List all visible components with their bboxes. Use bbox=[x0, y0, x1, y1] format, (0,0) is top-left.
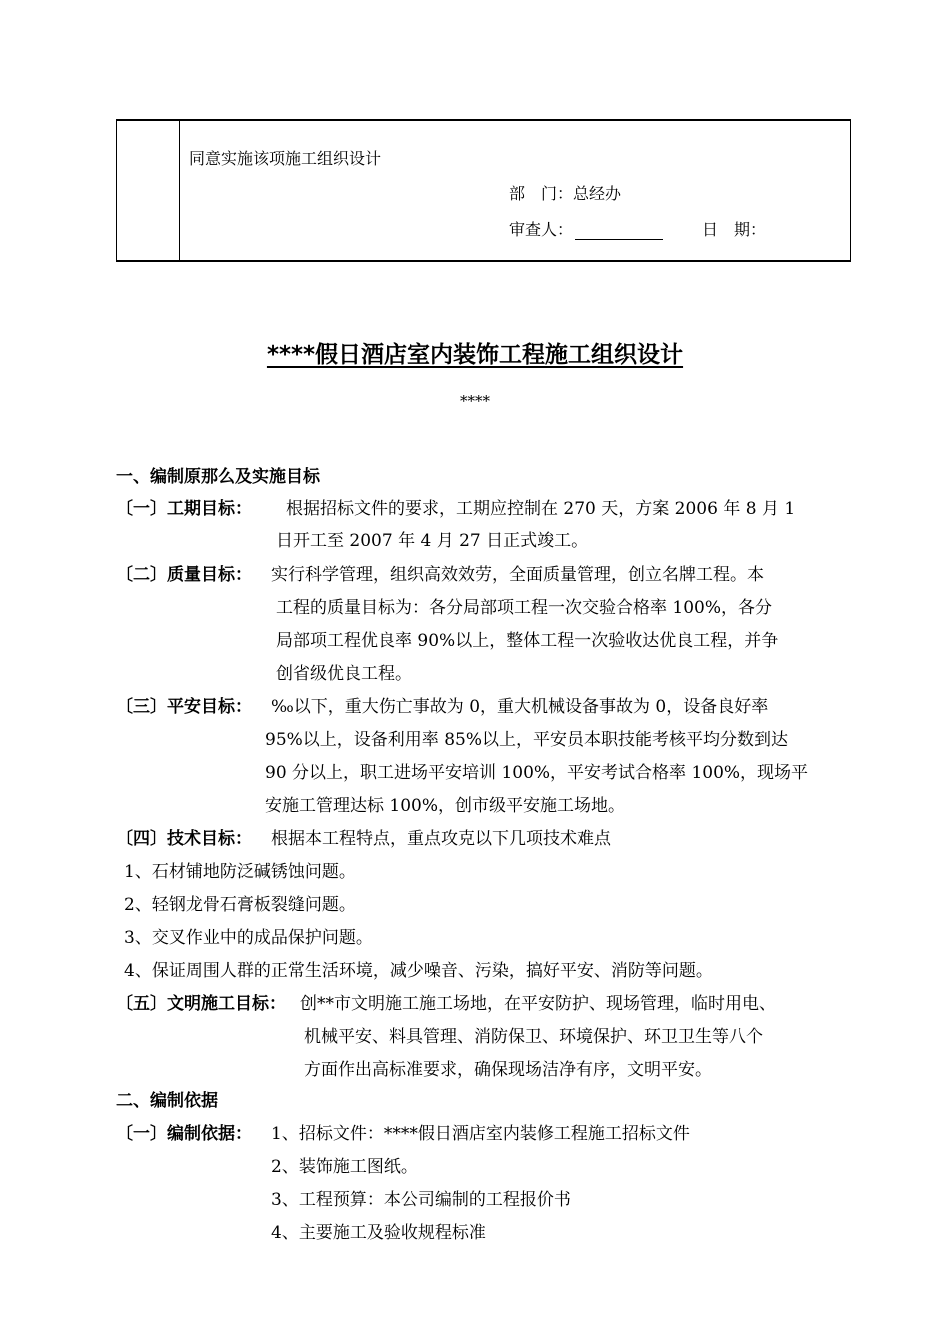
section1-heading: 一、编制原那么及实施目标 bbox=[116, 467, 320, 487]
basis-item: 2、装饰施工图纸。 bbox=[271, 1157, 418, 1177]
goal4-line: 根据本工程特点，重点攻克以下几项技术难点 bbox=[271, 829, 611, 849]
department-label: 部 门： bbox=[509, 184, 574, 203]
reviewer-row bbox=[509, 217, 663, 240]
basis-item: 4、主要施工及验收规程标准 bbox=[271, 1223, 486, 1243]
goal2-line: 局部项工程优良率 90%以上，整体工程一次验收达优良工程，并争 bbox=[276, 631, 779, 651]
goal2-label: 〔二〕质量目标： bbox=[116, 565, 252, 585]
goal4-item: 2、轻钢龙骨石膏板裂缝问题。 bbox=[124, 895, 356, 915]
goal3-label: 〔三〕平安目标： bbox=[116, 697, 252, 717]
goal5-line: 机械平安、料具管理、消防保卫、环境保护、环卫卫生等八个 bbox=[304, 1027, 763, 1047]
section2-heading: 二、编制依据 bbox=[116, 1091, 218, 1111]
goal1-line: 日开工至 2007 年 4 月 27 日正式竣工。 bbox=[276, 531, 589, 551]
goal3-line: 90 分以上，职工进场平安培训 100%，平安考试合格率 100%，现场平 bbox=[265, 763, 809, 783]
basis-item: 1、招标文件：****假日酒店室内装修工程施工招标文件 bbox=[271, 1124, 690, 1144]
table-divider bbox=[179, 121, 180, 260]
goal5-label: 〔五〕文明施工目标： bbox=[116, 994, 286, 1014]
goal2-line: 创省级优良工程。 bbox=[276, 664, 412, 684]
document-subtitle: **** bbox=[460, 392, 490, 410]
goal3-line: 安施工管理达标 100%，创市级平安施工场地。 bbox=[265, 796, 626, 816]
reviewer-label: 审查人： bbox=[509, 220, 574, 239]
goal3-line: ‰以下，重大伤亡事故为 0，重大机械设备事故为 0，设备良好率 bbox=[271, 697, 769, 717]
goal4-label: 〔四〕技术目标： bbox=[116, 829, 252, 849]
basis-label: 〔一〕编制依据： bbox=[116, 1124, 252, 1144]
agree-text: 同意实施该项施工组织设计 bbox=[189, 149, 382, 168]
goal4-item: 3、交叉作业中的成品保护问题。 bbox=[124, 928, 373, 948]
goal4-item: 4、保证周围人群的正常生活环境，减少噪音、污染，搞好平安、消防等问题。 bbox=[124, 961, 713, 981]
reviewer-signature-blank bbox=[575, 223, 663, 240]
goal5-line: 创**市文明施工施工场地，在平安防护、现场管理，临时用电、 bbox=[300, 994, 776, 1014]
goal1-label: 〔一〕工期目标： bbox=[116, 499, 252, 519]
goal1-line: 根据招标文件的要求，工期应控制在 270 天，方案 2006 年 8 月 1 bbox=[286, 499, 796, 519]
basis-item: 3、工程预算：本公司编制的工程报价书 bbox=[271, 1190, 571, 1210]
goal2-line: 工程的质量目标为：各分局部项工程一次交验合格率 100%，各分 bbox=[276, 598, 773, 618]
goal5-line: 方面作出高标准要求，确保现场洁净有序，文明平安。 bbox=[304, 1060, 712, 1080]
goal4-item: 1、石材铺地防泛碱锈蚀问题。 bbox=[124, 862, 356, 882]
department-value: 总经办 bbox=[573, 184, 622, 203]
department-row bbox=[509, 181, 621, 204]
approval-table bbox=[116, 119, 851, 262]
goal3-line: 95%以上，设备利用率 85%以上，平安员本职技能考核平均分数到达 bbox=[265, 730, 788, 750]
goal2-line: 实行科学管理，组织高效效劳，全面质量管理，创立名牌工程。本 bbox=[271, 565, 764, 585]
date-label: 日 期： bbox=[702, 220, 767, 239]
document-title: ****假日酒店室内装饰工程施工组织设计 bbox=[266, 342, 684, 368]
